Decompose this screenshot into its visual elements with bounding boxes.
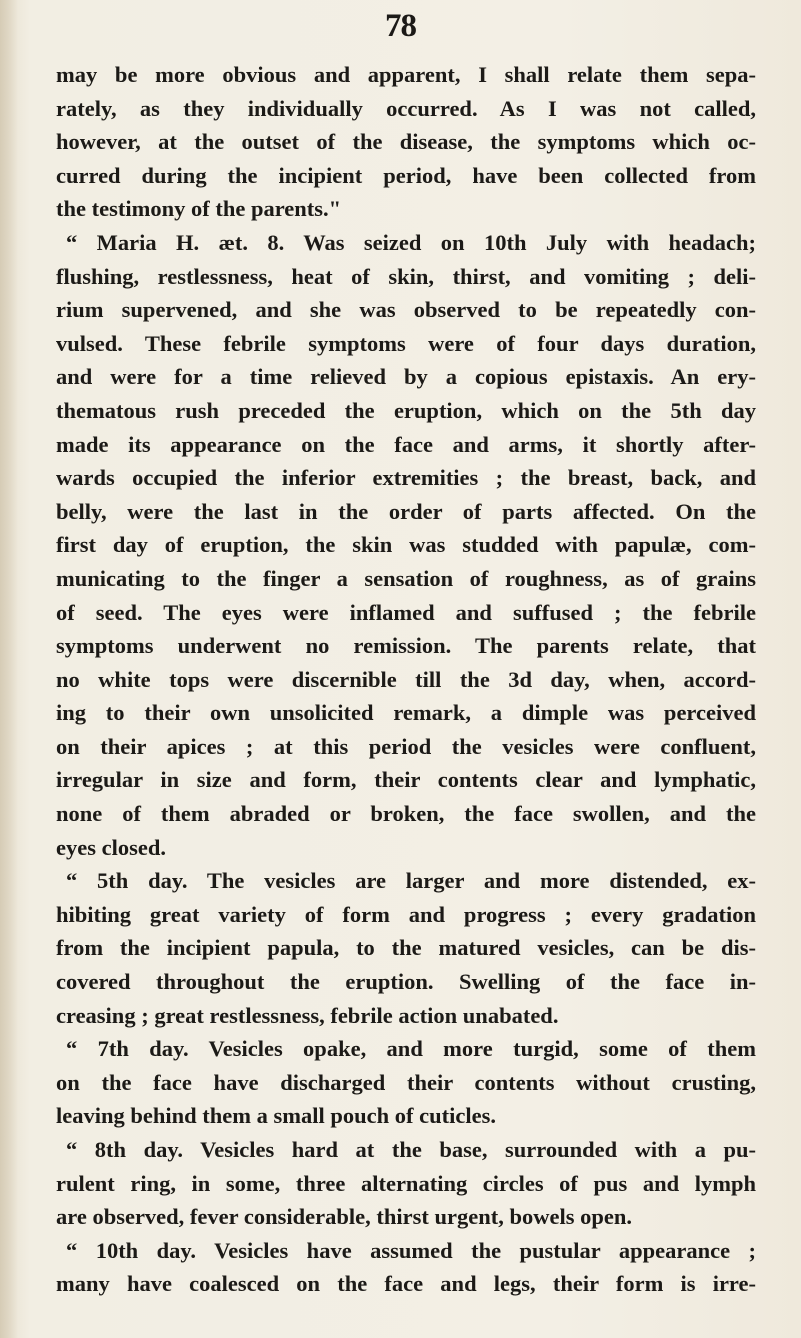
text-line: irregular in size and form, their contents clear and lymphatic, <box>56 767 756 793</box>
text-line: vulsed. These febrile symptoms were of four days duration, <box>56 330 756 356</box>
text-line: thematous rush preceded the eruption, which on the 5th day <box>56 397 756 423</box>
text-line: creasing ; great restlessness, febrile action unabated. <box>56 1002 559 1028</box>
text-line: eyes closed. <box>56 834 166 860</box>
text-line: first day of eruption, the skin was studded with papulæ, com- <box>56 532 756 558</box>
text-line: hibiting great variety of form and progress ; every gradation <box>56 901 756 927</box>
text-line: may be more obvious and apparent, I shall relate them sepa- <box>56 62 756 87</box>
text-line: however, at the outset of the disease, the symptoms which oc- <box>56 129 756 155</box>
body-text <box>56 58 756 1301</box>
text-line: municating to the finger a sensation of roughness, as of grains <box>56 565 756 591</box>
page-shadow <box>0 0 18 1338</box>
text-line: rium supervened, and she was observed to be repeatedly con- <box>56 297 756 323</box>
text-line: “ 5th day. The vesicles are larger and more distended, ex- <box>66 868 756 894</box>
text-line: on the face have discharged their contents without crusting, <box>56 1069 756 1095</box>
text-line: belly, were the last in the order of parts affected. On the <box>56 498 756 524</box>
text-line: from the incipient papula, to the matured vesicles, can be dis- <box>56 935 756 961</box>
text-line: curred during the incipient period, have been collected from <box>56 162 756 188</box>
text-line: wards occupied the inferior extremities ; the breast, back, and <box>56 465 756 491</box>
text-line: on their apices ; at this period the vesicles were confluent, <box>56 733 756 759</box>
text-line: and were for a time relieved by a copious epistaxis. An ery- <box>56 364 756 390</box>
text-line: of seed. The eyes were inflamed and suffused ; the febrile <box>56 599 756 625</box>
text-line: ing to their own unsolicited remark, a dimple was perceived <box>56 700 756 726</box>
text-line: none of them abraded or broken, the face swollen, and the <box>56 801 756 827</box>
text-line: many have coalesced on the face and legs, their form is irre- <box>56 1271 756 1297</box>
text-line: flushing, restlessness, heat of skin, thirst, and vomiting ; deli- <box>56 263 756 289</box>
text-line: “ Maria H. æt. 8. Was seized on 10th July with headach; <box>66 229 756 255</box>
text-line: “ 8th day. Vesicles hard at the base, surrounded with a pu- <box>66 1137 756 1162</box>
page-number: 78 <box>385 8 416 44</box>
text-line: covered throughout the eruption. Swelling of the face in- <box>56 969 756 995</box>
text-line: rulent ring, in some, three alternating circles of pus and lymph <box>56 1170 756 1196</box>
text-line: no white tops were discernible till the 3d day, when, accord- <box>56 666 756 692</box>
text-line: the testimony of the parents." <box>56 196 342 222</box>
text-line: are observed, fever considerable, thirst urgent, bowels open. <box>56 1204 632 1230</box>
text-line: made its appearance on the face and arms, it shortly after- <box>56 431 756 457</box>
text-line: rately, as they individually occurred. As I was not called, <box>56 95 756 121</box>
text-line: “ 10th day. Vesicles have assumed the pustular appearance ; <box>66 1237 756 1263</box>
text-line: symptoms underwent no remission. The parents relate, that <box>56 633 756 659</box>
text-line: “ 7th day. Vesicles opake, and more turgid, some of them <box>66 1036 756 1062</box>
text-line: leaving behind them a small pouch of cuticles. <box>56 1103 497 1129</box>
